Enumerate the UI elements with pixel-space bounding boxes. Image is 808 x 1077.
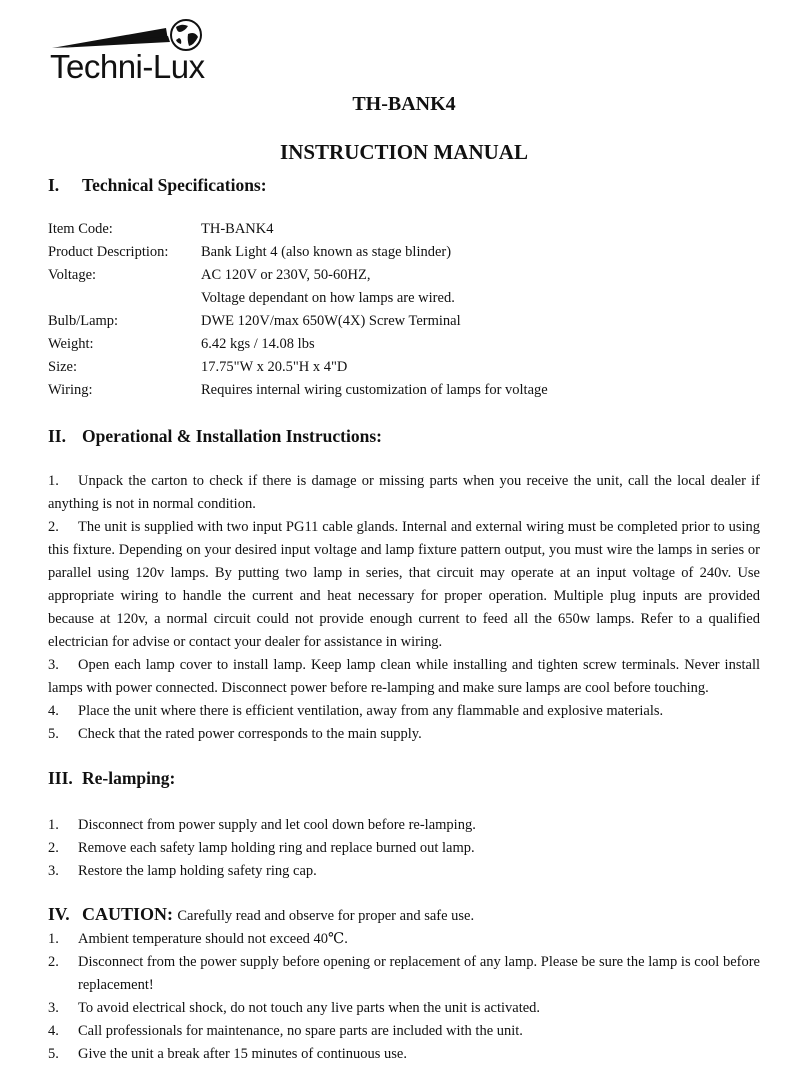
item-number: 4. [48, 703, 59, 719]
spec-value: TH-BANK4 [201, 221, 274, 237]
spec-label: Weight: [48, 336, 94, 352]
spec-row [48, 287, 768, 310]
item-number: 3. [48, 657, 59, 673]
item-text: Restore the lamp holding safety ring cap. [78, 863, 317, 879]
section-title: Re-lamping: [82, 768, 176, 788]
list-item [48, 928, 760, 951]
list-item [48, 951, 760, 997]
list-item [48, 860, 760, 883]
section-title: Technical Specifications: [82, 175, 267, 195]
item-text: Ambient temperature should not exceed 40℃. [78, 931, 348, 947]
spec-row [48, 264, 768, 287]
spec-value: 17.75"W x 20.5"H x 4"D [201, 359, 348, 375]
item-text: Open each lamp cover to install lamp. Keep lamp clean while installing and tighten screw terminals. Never install lamps with power connected. Disconnect power before re-lamping and make sure lamps are cool before touching. [48, 657, 760, 696]
item-number: 3. [48, 1000, 59, 1016]
item-text: Disconnect from the power supply before opening or replacement of any lamp. Please be sure the lamp is cool before replacement! [78, 954, 760, 993]
list-item [48, 470, 760, 516]
section-heading-specs [48, 175, 267, 196]
list-item [48, 723, 760, 746]
item-text: Place the unit where there is efficient ventilation, away from any flammable and explosive materials. [78, 703, 664, 719]
section-number: I. [48, 175, 60, 195]
item-text: The unit is supplied with two input PG11 cable glands. Internal and external wiring must be completed prior to using this fixture. Depending on your desired input voltage and lamp fixture pattern output, you must wire the lamps in series or parallel using 120v lamps. By putting two lamp in series, that circuit may operate at an input voltage of 240v. Use appropriate wiring to handle the current and heat necessary for proper operation. Multiple plug inputs are provided because at 120v, a normal circuit could not provide enough current to feed all the 650w lamps. Refer to a qualified electrician for advise or contact your dealer for assistance in wiring. [48, 519, 760, 650]
spec-value: DWE 120V/max 650W(4X) Screw Terminal [201, 313, 461, 329]
list-item [48, 700, 760, 723]
spec-row [48, 379, 768, 402]
list-item [48, 1020, 760, 1043]
item-number: 2. [48, 519, 59, 535]
caution-list [48, 928, 760, 1066]
spec-row [48, 218, 768, 241]
relamping-list [48, 814, 760, 883]
item-text: To avoid electrical shock, do not touch any live parts when the unit is activated. [78, 1000, 541, 1016]
item-text: Call professionals for maintenance, no spare parts are included with the unit. [78, 1023, 523, 1039]
item-number: 3. [48, 863, 59, 879]
spec-value: AC 120V or 230V, 50-60HZ, [201, 267, 371, 283]
item-number: 5. [48, 1046, 59, 1062]
spec-value: Voltage dependant on how lamps are wired. [201, 290, 455, 306]
item-text: Check that the rated power corresponds to the main supply. [78, 726, 422, 742]
spec-row [48, 333, 768, 356]
list-item [48, 837, 760, 860]
techni-lux-logo [48, 18, 208, 84]
spec-label: Wiring: [48, 382, 93, 398]
list-item [48, 997, 760, 1020]
document-title: TH-BANK4 [352, 93, 456, 115]
spec-row [48, 356, 768, 379]
item-text: Unpack the carton to check if there is damage or missing parts when you receive the unit, call the local dealer if anything is not in normal condition. [48, 473, 760, 512]
item-text: Remove each safety lamp holding ring and replace burned out lamp. [78, 840, 475, 856]
list-item [48, 1043, 760, 1066]
section-title: CAUTION: [82, 904, 174, 924]
spec-label: Product Description: [48, 244, 169, 260]
spec-table [48, 218, 768, 402]
item-text: Disconnect from power supply and let cool down before re-lamping. [78, 817, 476, 833]
spec-row [48, 241, 768, 264]
section-number: II. [48, 426, 66, 446]
spec-label: Bulb/Lamp: [48, 313, 119, 329]
item-number: 1. [48, 473, 59, 489]
document-subtitle: INSTRUCTION MANUAL [280, 140, 528, 164]
section-number: IV. [48, 904, 70, 924]
item-text: Give the unit a break after 15 minutes of continuous use. [78, 1046, 407, 1062]
list-item [48, 516, 760, 654]
item-number: 4. [48, 1023, 59, 1039]
section-heading-operational [48, 426, 382, 447]
section-heading-relamping [48, 768, 175, 789]
section-number: III. [48, 768, 73, 788]
spec-label: Voltage: [48, 267, 97, 283]
item-number: 2. [48, 840, 59, 856]
spec-value: 6.42 kgs / 14.08 lbs [201, 336, 315, 352]
item-number: 2. [48, 954, 59, 970]
spec-value: Bank Light 4 (also known as stage blinder) [201, 244, 452, 260]
section-heading-caution [48, 904, 474, 925]
spec-label: Size: [48, 359, 77, 375]
spec-row [48, 310, 768, 333]
section-title: Operational & Installation Instructions: [82, 426, 382, 446]
list-item [48, 814, 760, 837]
caution-intro: Carefully read and observe for proper and safe use. [177, 908, 475, 924]
item-number: 5. [48, 726, 59, 742]
spec-label: Item Code: [48, 221, 113, 237]
item-number: 1. [48, 817, 59, 833]
spec-value: Requires internal wiring customization of lamps for voltage [201, 382, 548, 398]
logo-wordmark: Techni-Lux [50, 48, 205, 85]
item-number: 1. [48, 931, 59, 947]
operational-list [48, 470, 760, 746]
list-item [48, 654, 760, 700]
